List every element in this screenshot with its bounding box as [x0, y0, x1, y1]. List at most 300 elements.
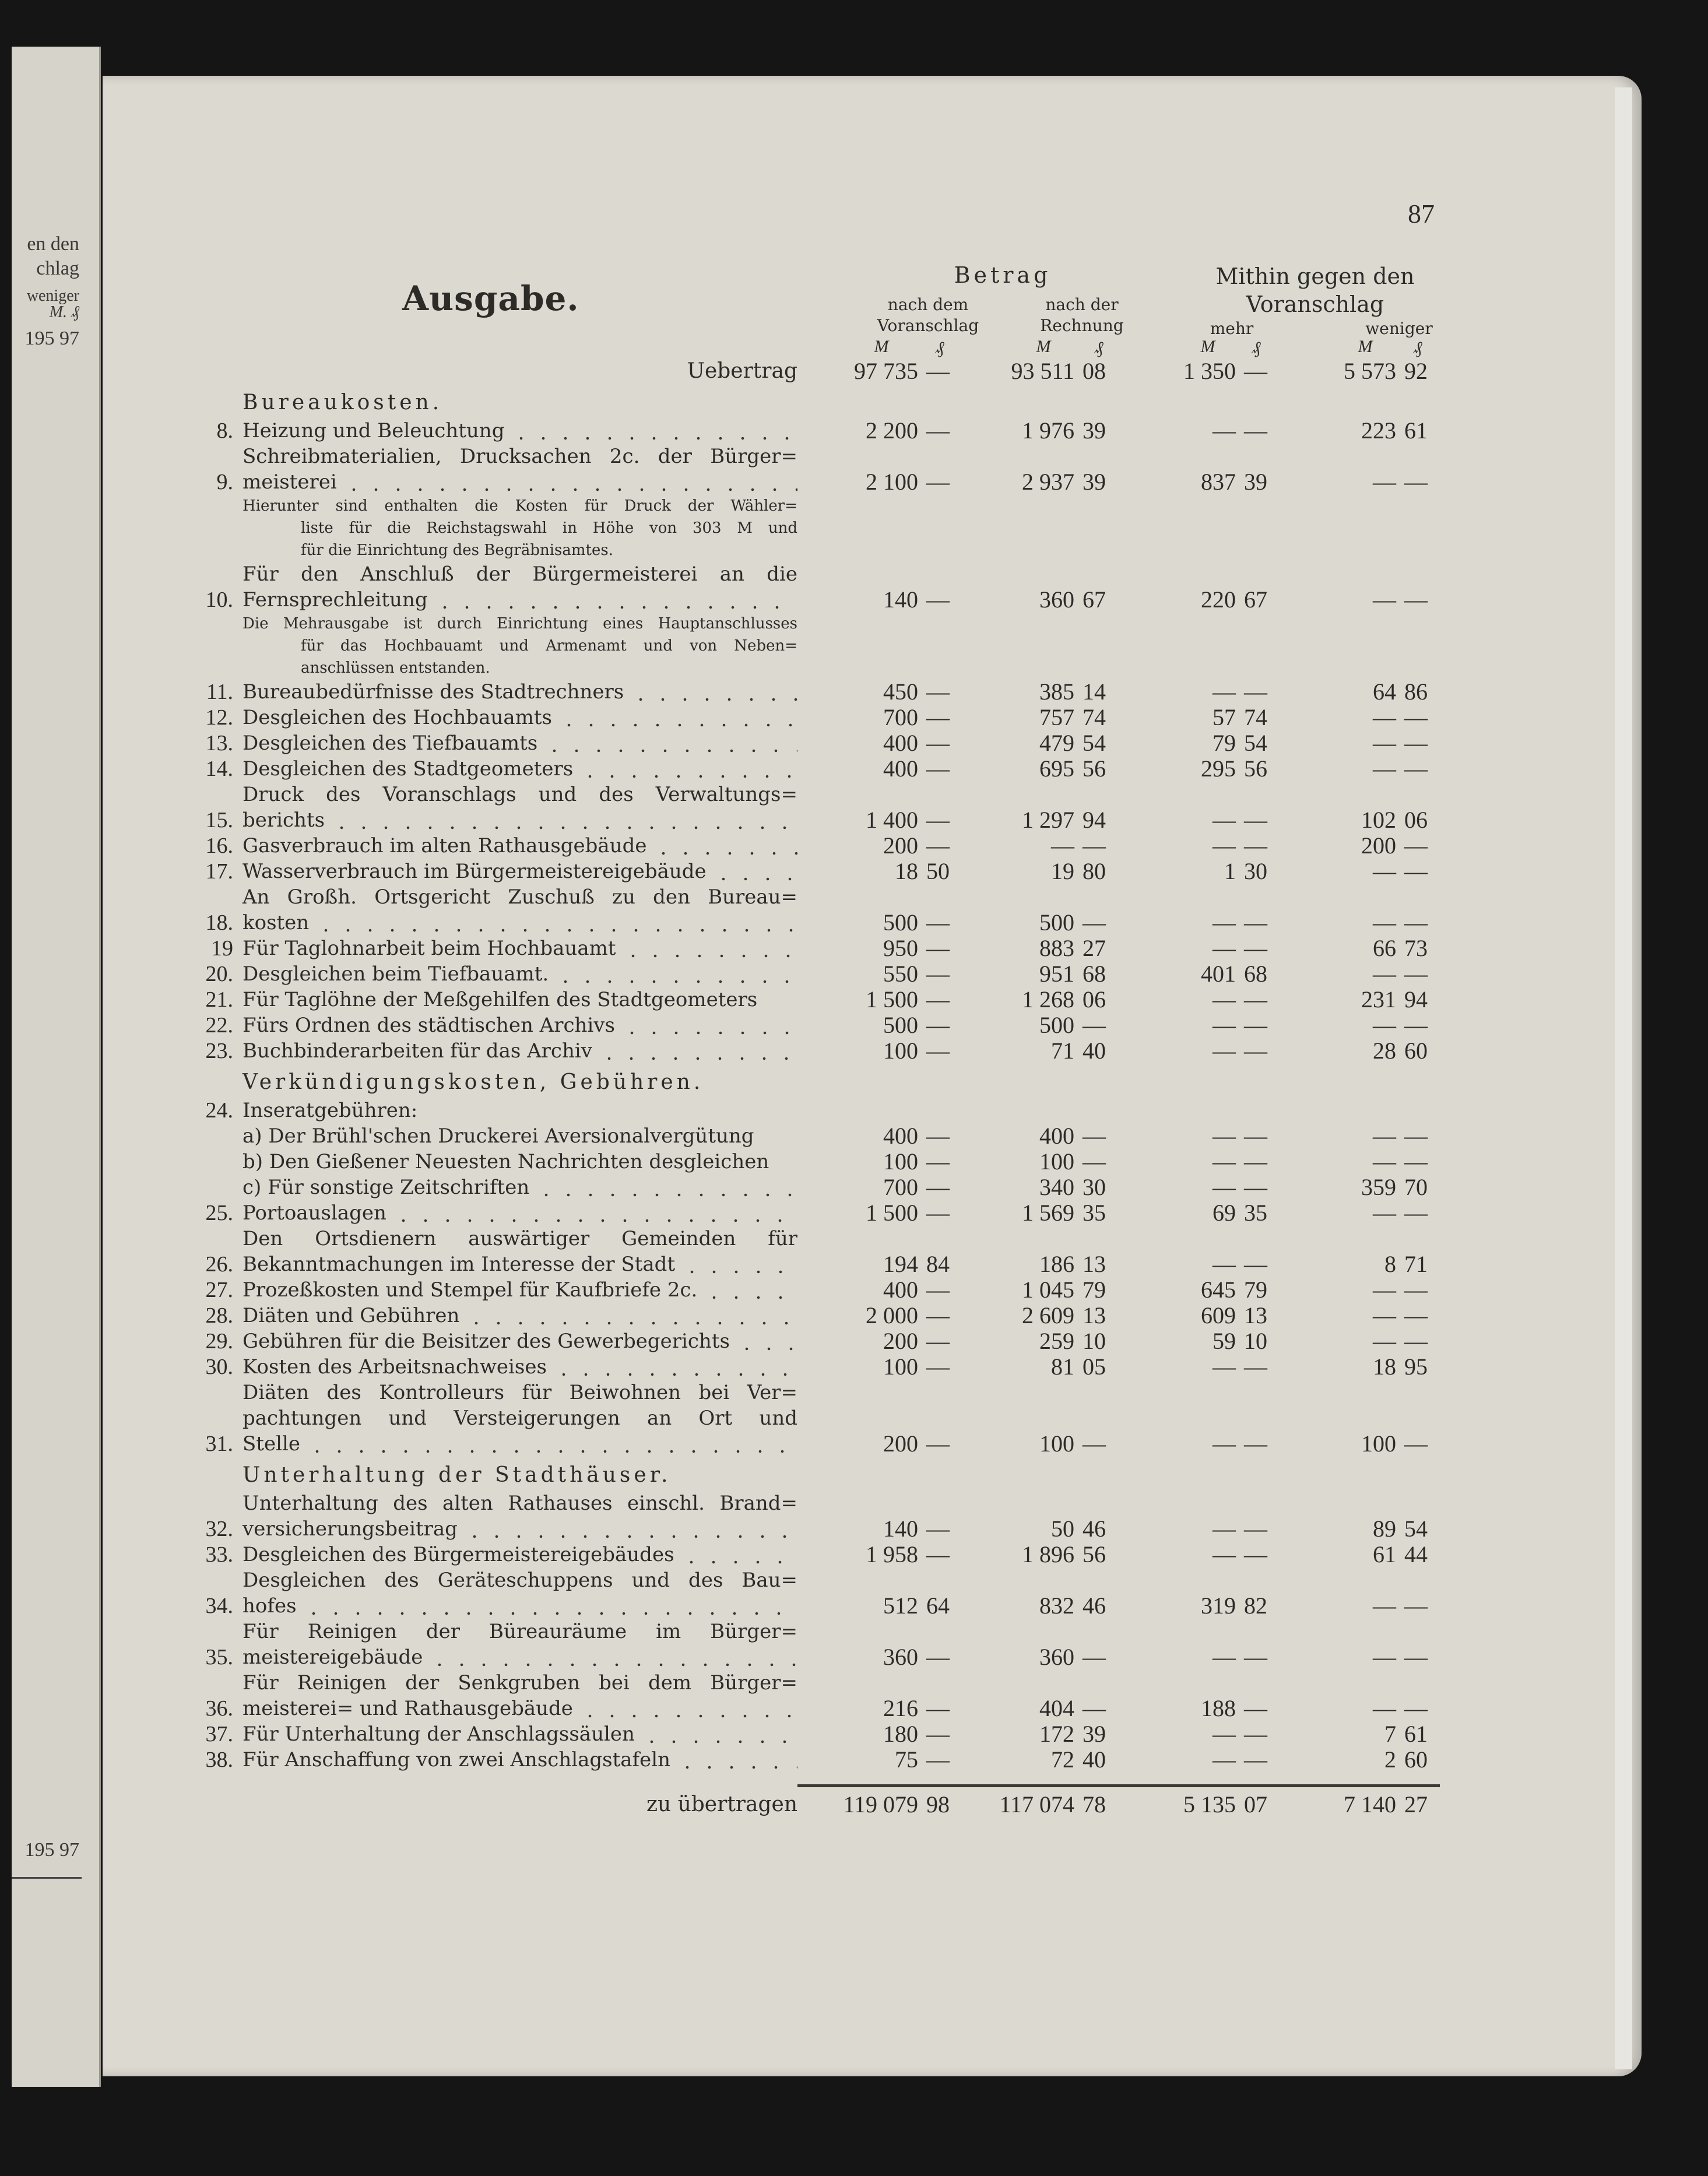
item-number: 17. — [205, 859, 233, 884]
voranschlag-mark: 360 — [883, 1644, 918, 1670]
rechnung-pfennig: 14 — [1083, 679, 1106, 705]
description-line — [243, 1431, 797, 1457]
mehr-pfennig: — — [1244, 1174, 1267, 1200]
voranschlag-mark: 700 — [883, 704, 918, 730]
weniger-mark: — — [1373, 586, 1396, 613]
item-description — [243, 679, 797, 705]
mehr-pfennig: — — [1244, 1251, 1267, 1277]
voranschlag-pfennig: — — [926, 961, 950, 987]
item-number: 16. — [205, 834, 233, 858]
mehr-pfennig: — — [1244, 358, 1267, 384]
dot-leader — [680, 1542, 797, 1567]
item-number: 26. — [205, 1252, 233, 1277]
rechnung-mark: 757 — [1039, 704, 1074, 730]
mehr-mark: 401 — [1201, 961, 1236, 987]
description-line — [243, 1038, 797, 1064]
dot-leader — [343, 469, 797, 495]
header-mehr: mehr — [1210, 319, 1254, 338]
mehr-mark: 69 — [1213, 1200, 1236, 1226]
table-row — [192, 1619, 1440, 1670]
left-page-text: chlag — [36, 258, 79, 279]
description-line: Inseratgebühren: — [243, 1099, 418, 1122]
table-row — [192, 1354, 1440, 1380]
rechnung-pfennig: 40 — [1083, 1038, 1106, 1064]
item-description — [243, 1038, 797, 1064]
description-line: Unterhaltung des alten Rathauses einschl. Brand= — [243, 1492, 797, 1515]
rechnung-pfennig: 39 — [1083, 417, 1106, 444]
mehr-mark: — — [1213, 832, 1236, 859]
item-number: 10. — [205, 588, 233, 612]
page-title: Ausgabe. — [402, 279, 579, 318]
left-page-text: en den — [27, 233, 79, 255]
rechnung-pfennig: — — [1083, 1695, 1106, 1721]
mehr-mark: — — [1213, 909, 1236, 936]
voranschlag-mark: 216 — [883, 1695, 918, 1721]
item-description — [243, 1175, 797, 1200]
mehr-mark: — — [1213, 1541, 1236, 1567]
description-line — [243, 1593, 797, 1619]
rechnung-pfennig: 35 — [1083, 1200, 1106, 1226]
description-line — [243, 1721, 797, 1747]
header-betrag: Betrag — [954, 262, 1052, 288]
item-description — [243, 936, 797, 961]
voranschlag-pfennig: — — [926, 1174, 950, 1200]
item-description — [243, 1303, 797, 1328]
description-text: Prozeßkosten und Stempel für Kaufbriefe 2c. — [243, 1278, 698, 1302]
mehr-mark: — — [1213, 1251, 1236, 1277]
weniger-mark: 64 — [1373, 679, 1396, 705]
mehr-mark: — — [1213, 807, 1236, 833]
table-row — [192, 1038, 1440, 1064]
mehr-mark: 837 — [1201, 469, 1236, 495]
mehr-pfennig: 35 — [1244, 1200, 1267, 1226]
carry-row — [192, 1792, 1440, 1818]
voranschlag-mark: 400 — [883, 730, 918, 756]
rechnung-mark: 340 — [1039, 1174, 1074, 1200]
rechnung-mark: 883 — [1039, 935, 1074, 961]
mehr-pfennig: 39 — [1244, 469, 1267, 495]
description-line: anschlüssen entstanden. — [301, 659, 490, 677]
mehr-mark: — — [1213, 417, 1236, 444]
mehr-mark: 1 — [1224, 858, 1236, 884]
item-description — [243, 388, 797, 418]
voranschlag-pfennig: — — [926, 1148, 950, 1175]
voranschlag-pfennig: 50 — [926, 858, 950, 884]
mehr-mark: — — [1213, 986, 1236, 1013]
weniger-mark: — — [1373, 1593, 1396, 1619]
table-row — [192, 1747, 1440, 1773]
description-line: Uebertrag — [687, 359, 797, 383]
voranschlag-mark: 140 — [883, 586, 918, 613]
pfennig-symbol: ₰ — [1413, 338, 1422, 357]
weniger-pfennig: — — [1404, 1123, 1428, 1149]
item-description — [243, 1380, 797, 1457]
dot-leader — [579, 756, 797, 782]
total-rule — [797, 1773, 1440, 1787]
rechnung-mark: 951 — [1039, 961, 1074, 987]
mehr-pfennig: 30 — [1244, 858, 1267, 884]
rechnung-pfennig: 80 — [1083, 858, 1106, 884]
voranschlag-pfennig: — — [926, 1541, 950, 1567]
item-description — [243, 961, 797, 987]
rechnung-pfennig: 56 — [1083, 755, 1106, 782]
left-page-rule — [12, 1877, 82, 1879]
description-line — [243, 936, 797, 961]
item-description — [243, 1226, 797, 1277]
rechnung-mark: 117 074 — [999, 1791, 1074, 1818]
mehr-pfennig: — — [1244, 832, 1267, 859]
table-row — [192, 444, 1440, 495]
mehr-pfennig: — — [1244, 1430, 1267, 1457]
voranschlag-mark: 2 200 — [866, 417, 918, 444]
weniger-mark: — — [1373, 755, 1396, 782]
voranschlag-mark: 194 — [883, 1251, 918, 1277]
description-text: Desgleichen beim Tiefbauamt. — [243, 962, 549, 986]
rechnung-mark: 19 — [1051, 858, 1074, 884]
weniger-pfennig: 94 — [1404, 986, 1428, 1013]
item-number: 36. — [205, 1696, 233, 1721]
item-number: 33. — [205, 1542, 233, 1567]
description-text: Stelle — [243, 1432, 300, 1456]
pfennig-symbol: ₰ — [1252, 338, 1261, 357]
dot-leader — [428, 1644, 797, 1670]
item-description — [243, 1098, 797, 1123]
rechnung-mark: 172 — [1039, 1721, 1074, 1747]
mehr-mark: 295 — [1201, 755, 1236, 782]
description-line: Für den Anschluß der Bürgermeisterei an die — [243, 563, 797, 586]
weniger-pfennig: 27 — [1404, 1791, 1428, 1818]
rechnung-pfennig: 79 — [1083, 1277, 1106, 1303]
dot-leader — [703, 1277, 797, 1303]
description-text: meisterei — [243, 470, 337, 494]
dot-leader — [553, 1354, 797, 1380]
mehr-mark: 1 350 — [1183, 358, 1236, 384]
description-text: versicherungsbeitrag — [243, 1517, 458, 1541]
item-number: 21. — [205, 987, 233, 1012]
rechnung-pfennig: 08 — [1083, 358, 1106, 384]
description-line — [243, 1252, 797, 1277]
mehr-pfennig: 79 — [1244, 1277, 1267, 1303]
rechnung-mark: 400 — [1039, 1123, 1074, 1149]
voranschlag-mark: 512 — [883, 1593, 918, 1619]
mehr-pfennig: — — [1244, 1012, 1267, 1038]
weniger-pfennig: 60 — [1404, 1038, 1428, 1064]
mehr-pfennig: — — [1244, 1123, 1267, 1149]
rechnung-mark: 404 — [1039, 1695, 1074, 1721]
left-page-bottom-total: 195 97 — [24, 1839, 79, 1861]
table-row — [192, 961, 1440, 987]
mehr-mark: — — [1213, 1721, 1236, 1747]
item-description — [243, 561, 797, 613]
mehr-pfennig: 13 — [1244, 1302, 1267, 1328]
rechnung-mark: 93 511 — [1011, 358, 1074, 384]
table-row — [192, 1098, 1440, 1123]
voranschlag-mark: 100 — [883, 1148, 918, 1175]
section-heading — [192, 1067, 1440, 1098]
item-description — [243, 884, 797, 936]
item-number: 24. — [205, 1098, 233, 1123]
mehr-pfennig: — — [1244, 909, 1267, 936]
weniger-pfennig: 73 — [1404, 935, 1428, 961]
mehr-pfennig: 10 — [1244, 1328, 1267, 1354]
table-row — [192, 561, 1440, 613]
rechnung-mark: 1 045 — [1022, 1277, 1074, 1303]
rechnung-mark: 1 896 — [1022, 1541, 1074, 1567]
weniger-mark: — — [1373, 730, 1396, 756]
item-description — [243, 358, 797, 384]
rechnung-mark: 2 937 — [1022, 469, 1074, 495]
mehr-pfennig: 56 — [1244, 755, 1267, 782]
description-line — [243, 961, 797, 987]
voranschlag-mark: 2 100 — [866, 469, 918, 495]
weniger-pfennig: — — [1404, 832, 1428, 859]
description-line — [243, 1747, 797, 1773]
voranschlag-mark: 200 — [883, 1430, 918, 1457]
item-description — [243, 1149, 797, 1175]
dot-leader — [681, 1252, 797, 1277]
description-line: b) Den Gießener Neuesten Nachrichten desgleichen — [243, 1150, 769, 1173]
header-nach-dem: nach dem — [887, 295, 969, 314]
weniger-pfennig: — — [1404, 1012, 1428, 1038]
dot-leader — [392, 1200, 797, 1226]
table-row — [192, 1542, 1440, 1567]
voranschlag-pfennig: — — [926, 1012, 950, 1038]
header-rechnung: Rechnung — [1040, 316, 1124, 335]
table-row — [192, 1226, 1440, 1277]
rechnung-pfennig: 74 — [1083, 704, 1106, 730]
description-line: liste für die Reichstagswahl in Höhe von 303 M und — [301, 519, 797, 537]
mehr-mark: — — [1213, 1012, 1236, 1038]
rechnung-mark: 186 — [1039, 1251, 1074, 1277]
previous-page-edge — [12, 47, 101, 2087]
item-description — [243, 1567, 797, 1619]
description-text: Für Unterhaltung der Anschlagssäulen — [243, 1722, 635, 1746]
description-line: An Großh. Ortsgericht Zuschuß zu den Bureau= — [243, 885, 797, 909]
pfennig-symbol: ₰ — [1094, 338, 1103, 357]
voranschlag-mark: 1 958 — [866, 1541, 918, 1567]
description-text: meisterei= und Rathausgebäude — [243, 1697, 573, 1720]
mehr-pfennig: — — [1244, 1038, 1267, 1064]
header-mithin-voranschlag: Voranschlag — [1246, 291, 1384, 317]
mehr-pfennig: — — [1244, 679, 1267, 705]
table-row — [192, 782, 1440, 833]
table-row — [192, 1277, 1440, 1303]
weniger-mark: — — [1373, 1200, 1396, 1226]
weniger-pfennig: — — [1404, 1302, 1428, 1328]
description-text: Heizung und Beleuchtung — [243, 419, 505, 442]
voranschlag-mark: 2 000 — [866, 1302, 918, 1328]
mehr-pfennig: — — [1244, 1541, 1267, 1567]
table-row — [192, 1380, 1440, 1457]
dot-leader — [510, 418, 797, 444]
voranschlag-pfennig: — — [926, 704, 950, 730]
rechnung-pfennig: — — [1083, 1148, 1106, 1175]
rechnung-mark: 360 — [1039, 586, 1074, 613]
mehr-mark: 220 — [1201, 586, 1236, 613]
item-number: 19 — [211, 936, 233, 961]
mehr-pfennig: — — [1244, 1746, 1267, 1773]
description-line — [243, 1175, 797, 1200]
dot-leader — [621, 1013, 797, 1038]
description-line — [243, 469, 797, 495]
weniger-pfennig: — — [1404, 1644, 1428, 1670]
table-row — [192, 705, 1440, 730]
left-page-total: 195 97 — [24, 328, 79, 349]
description-line: Schreibmaterialien, Drucksachen 2c. der Bürger= — [243, 445, 797, 468]
rechnung-pfennig: 40 — [1083, 1746, 1106, 1773]
table-row — [192, 1013, 1440, 1038]
weniger-pfennig: — — [1404, 1200, 1428, 1226]
voranschlag-pfennig: — — [926, 1516, 950, 1542]
description-line — [243, 1354, 797, 1380]
description-line — [243, 1303, 797, 1328]
description-text: hofes — [243, 1594, 297, 1618]
voranschlag-pfennig: — — [926, 1038, 950, 1064]
weniger-pfennig: — — [1404, 1593, 1428, 1619]
weniger-pfennig: — — [1404, 469, 1428, 495]
table-row — [192, 1670, 1440, 1721]
description-line — [243, 679, 797, 705]
rechnung-pfennig: 10 — [1083, 1328, 1106, 1354]
mehr-mark: — — [1213, 679, 1236, 705]
voranschlag-pfennig: 64 — [926, 1593, 950, 1619]
table-row — [192, 884, 1440, 936]
item-description — [243, 1460, 797, 1490]
weniger-mark: 200 — [1361, 832, 1396, 859]
weniger-mark: 359 — [1361, 1174, 1396, 1200]
weniger-mark: — — [1373, 1148, 1396, 1175]
item-description — [243, 1619, 797, 1670]
item-number: 13. — [205, 731, 233, 755]
voranschlag-mark: 18 — [895, 858, 918, 884]
voranschlag-mark: 400 — [883, 1123, 918, 1149]
description-text: meistereigebäude — [243, 1646, 423, 1669]
description-line: Unterhaltung der Stadthäuser. — [243, 1463, 672, 1487]
rechnung-pfennig: 46 — [1083, 1516, 1106, 1542]
dot-leader — [535, 1175, 797, 1200]
header-weniger: weniger — [1365, 319, 1433, 338]
mark-symbol: M — [1358, 337, 1373, 356]
weniger-mark: 18 — [1373, 1354, 1396, 1380]
item-description — [243, 1067, 797, 1098]
item-number: 11. — [206, 680, 233, 704]
voranschlag-mark: 1 500 — [866, 986, 918, 1013]
rechnung-pfennig: 13 — [1083, 1302, 1106, 1328]
weniger-pfennig: 61 — [1404, 1721, 1428, 1747]
mehr-mark: — — [1213, 1148, 1236, 1175]
weniger-mark: — — [1373, 1695, 1396, 1721]
rechnung-mark: — — [1051, 832, 1074, 859]
description-line — [243, 1542, 797, 1567]
weniger-mark: 5 573 — [1344, 358, 1396, 384]
weniger-mark: — — [1373, 1012, 1396, 1038]
table-row — [192, 1303, 1440, 1328]
item-number: 31. — [205, 1432, 233, 1456]
dot-leader — [736, 1328, 797, 1354]
description-line: Die Mehrausgabe ist durch Einrichtung eines Hauptanschlusses — [243, 615, 797, 632]
voranschlag-pfennig: — — [926, 730, 950, 756]
voranschlag-pfennig: — — [926, 1328, 950, 1354]
description-line: Den Ortsdienern auswärtiger Gemeinden für — [243, 1227, 797, 1250]
item-number: 23. — [205, 1039, 233, 1063]
item-description — [243, 613, 797, 679]
rechnung-pfennig: 39 — [1083, 1721, 1106, 1747]
voranschlag-pfennig: — — [926, 679, 950, 705]
item-description — [243, 705, 797, 730]
item-description — [243, 1542, 797, 1567]
voranschlag-mark: 75 — [895, 1746, 918, 1773]
weniger-mark: — — [1373, 1277, 1396, 1303]
weniger-mark: — — [1373, 1123, 1396, 1149]
table-row — [192, 859, 1440, 884]
item-number: 30. — [205, 1355, 233, 1379]
mehr-pfennig: 07 — [1244, 1791, 1267, 1818]
description-text: Fernsprechleitung — [243, 588, 428, 611]
weniger-pfennig: — — [1404, 1148, 1428, 1175]
weniger-mark: — — [1373, 909, 1396, 936]
description-line — [243, 859, 797, 884]
voranschlag-mark: 500 — [883, 1012, 918, 1038]
page-edge — [1615, 87, 1632, 2069]
description-line: Diäten des Kontrolleurs für Beiwohnen bei Ver= — [243, 1381, 797, 1404]
voranschlag-pfennig: — — [926, 1123, 950, 1149]
voranschlag-mark: 119 079 — [843, 1791, 918, 1818]
weniger-pfennig: 95 — [1404, 1354, 1428, 1380]
weniger-pfennig: — — [1404, 1695, 1428, 1721]
weniger-mark: — — [1373, 858, 1396, 884]
mehr-mark: 57 — [1213, 704, 1236, 730]
item-description — [243, 1490, 797, 1542]
weniger-mark: 8 — [1384, 1251, 1396, 1277]
weniger-pfennig: — — [1404, 1430, 1428, 1457]
dot-leader — [558, 705, 797, 730]
description-line: Verkündigungskosten, Gebühren. — [243, 1070, 704, 1094]
rechnung-pfennig: — — [1083, 1644, 1106, 1670]
weniger-pfennig: — — [1404, 586, 1428, 613]
rechnung-mark: 479 — [1039, 730, 1074, 756]
rechnung-mark: 695 — [1039, 755, 1074, 782]
mehr-pfennig: — — [1244, 1644, 1267, 1670]
rechnung-pfennig: 39 — [1083, 469, 1106, 495]
mehr-pfennig: 54 — [1244, 730, 1267, 756]
mehr-mark: 188 — [1201, 1695, 1236, 1721]
voranschlag-pfennig: — — [926, 986, 950, 1013]
table-row — [192, 679, 1440, 705]
description-line — [243, 1328, 797, 1354]
voranschlag-pfennig: — — [926, 1354, 950, 1380]
voranschlag-mark: 700 — [883, 1174, 918, 1200]
dot-leader — [306, 1431, 797, 1457]
dot-leader — [463, 1516, 797, 1542]
weniger-mark: 61 — [1373, 1541, 1396, 1567]
description-line — [243, 587, 797, 613]
mehr-pfennig: — — [1244, 1516, 1267, 1542]
rechnung-mark: 259 — [1039, 1328, 1074, 1354]
description-text: Desgleichen des Stadtgeometers — [243, 757, 574, 781]
rechnung-mark: 50 — [1051, 1516, 1074, 1542]
description-text: berichts — [243, 808, 325, 832]
dot-leader — [712, 859, 797, 884]
weniger-mark: 89 — [1373, 1516, 1396, 1542]
mark-symbol: M — [1200, 337, 1215, 356]
header-voranschlag: Voranschlag — [877, 316, 979, 335]
mark-symbol: M — [1036, 337, 1051, 356]
rechnung-pfennig: 13 — [1083, 1251, 1106, 1277]
weniger-pfennig: 44 — [1404, 1541, 1428, 1567]
table-row — [192, 1200, 1440, 1226]
item-description — [243, 859, 797, 884]
header-mithin: Mithin gegen den — [1215, 263, 1415, 289]
